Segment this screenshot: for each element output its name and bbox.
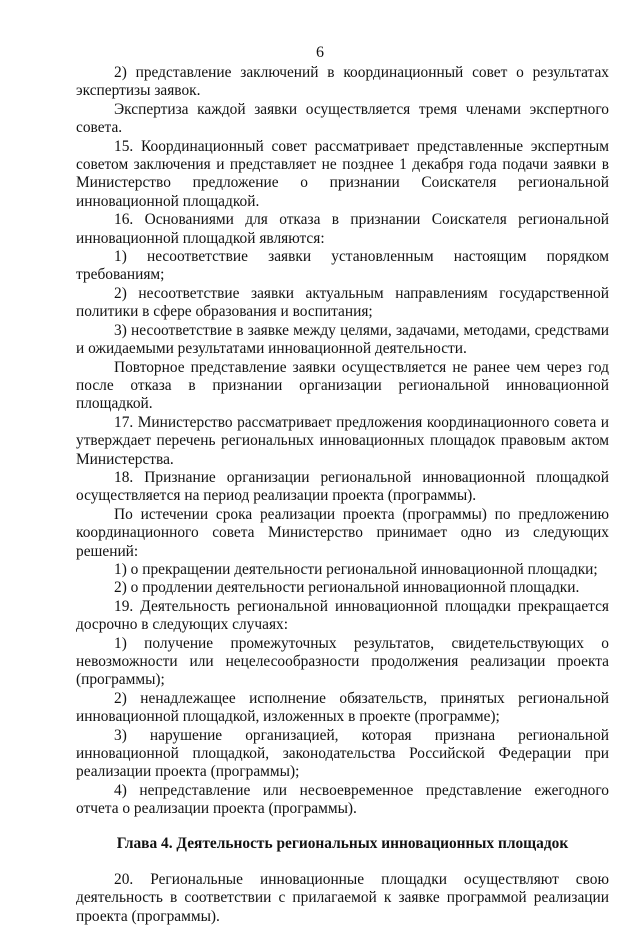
paragraph: 2) о продлении деятельности региональной инновационной площадки.	[114, 579, 580, 597]
paragraph: 16. Основаниями для отказа в признании Соискателя региональной инновационной площадкой являются:	[76, 211, 609, 247]
paragraph: 2) несоответствие заявки актуальным направлениям государственной политики в сфере образования и воспитания;	[76, 284, 609, 321]
paragraph: 15. Координационный совет рассматривает представленные экспертным советом заключения и представляет не позднее 1 декабря года подачи заявки в Министерство предложение о признании Соискателя региональной инновационной площадкой.	[76, 137, 609, 210]
document-body	[76, 64, 609, 926]
paragraph: 3) нарушение организацией, которая признана региональной инновационной площадкой, законодательства Российской Федерации при реализации проекта (программы);	[76, 726, 609, 781]
paragraph: 3) несоответствие в заявке между целями, задачами, методами, средствами и ожидаемыми результатами инновационной деятельности.	[76, 321, 609, 358]
paragraph: 1) о прекращении деятельности региональной инновационной площадки;	[114, 560, 598, 578]
paragraph: 1) получение промежуточных результатов, свидетельствующих о невозможности или нецелесообразности продолжения реализации проекта (программы);	[76, 634, 609, 689]
paragraph: 18. Признание организации региональной инновационной площадкой осуществляется на период реализации проекта (программы).	[76, 468, 609, 505]
paragraph: 2) ненадлежащее исполнение обязательств, принятых региональной инновационной площадкой, изложенных в проекте (программе);	[76, 689, 609, 726]
paragraph: Экспертиза каждой заявки осуществляется тремя членами экспертного совета.	[76, 100, 609, 137]
paragraph-group-a	[76, 64, 609, 819]
paragraph: 19. Деятельность региональной инновационной площадки прекращается досрочно в следующих случаях:	[76, 597, 609, 634]
paragraph-group-b	[76, 871, 609, 926]
page-number: 6	[316, 44, 324, 61]
paragraph: 1) несоответствие заявки установленным настоящим порядком требованиям;	[76, 248, 609, 284]
paragraph: По истечении срока реализации проекта (программы) по предложению координационного совета Министерство принимает одно из следующих решений:	[76, 505, 609, 560]
paragraph: 17. Министерство рассматривает предложения координационного совета и утверждает перечень региональных инновационных площадок правовым актом Министерства.	[76, 413, 609, 468]
paragraph: 20. Региональные инновационные площадки осуществляют свою деятельность в соответствии с прилагаемой к заявке программой реализации проекта (программы).	[76, 871, 609, 925]
paragraph: Повторное представление заявки осуществляется не ранее чем через год после отказа в признании организации региональной инновационной площадкой.	[76, 358, 609, 413]
paragraph: 2) представление заключений в координационный совет о результатах экспертизы заявок.	[76, 64, 609, 100]
paragraph: 4) непредставление или несвоевременное представление ежегодного отчета о реализации проекта (программы).	[76, 781, 609, 818]
chapter-heading: Глава 4. Деятельность региональных инновационных площадок	[116, 834, 569, 852]
